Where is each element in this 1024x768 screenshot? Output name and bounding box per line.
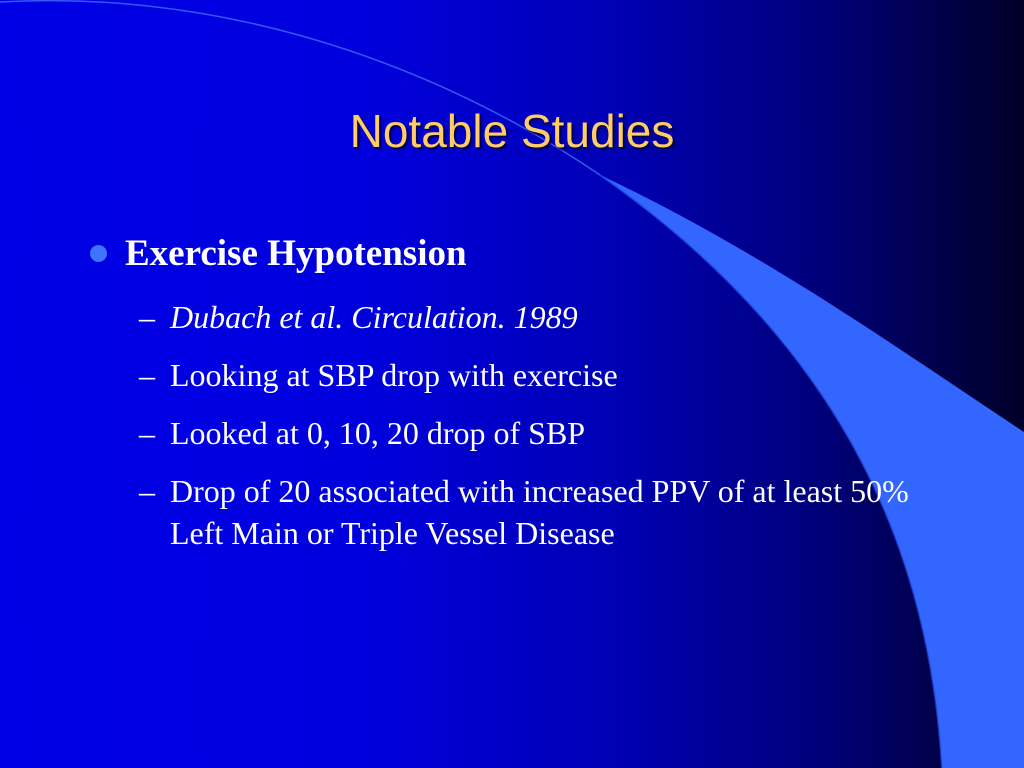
dash-marker: – <box>139 415 155 451</box>
sub-bullet-text: Looked at 0, 10, 20 drop of SBP <box>170 415 586 451</box>
slide-title: Notable Studies <box>349 105 675 157</box>
sub-bullet-text: Drop of 20 associated with increased PPV of at least 50% Left Main or Triple Vessel Disease <box>170 473 909 551</box>
sub-bullet-text: Looking at SBP drop with exercise <box>170 357 618 393</box>
bullet-main-text: Exercise Hypotension <box>125 233 467 274</box>
sub-bullet-list <box>139 296 939 570</box>
sub-bullet-item <box>139 470 939 554</box>
bullet-main <box>90 232 467 275</box>
dash-marker: – <box>139 473 155 509</box>
dash-marker: – <box>139 357 155 393</box>
dash-marker: – <box>139 299 155 335</box>
sub-bullet-item <box>139 354 939 396</box>
citation-text: Dubach et al. Circulation. 1989 <box>170 299 578 335</box>
bullet-dot-icon <box>90 245 107 262</box>
sub-bullet-item <box>139 296 939 338</box>
sub-bullet-item <box>139 412 939 454</box>
